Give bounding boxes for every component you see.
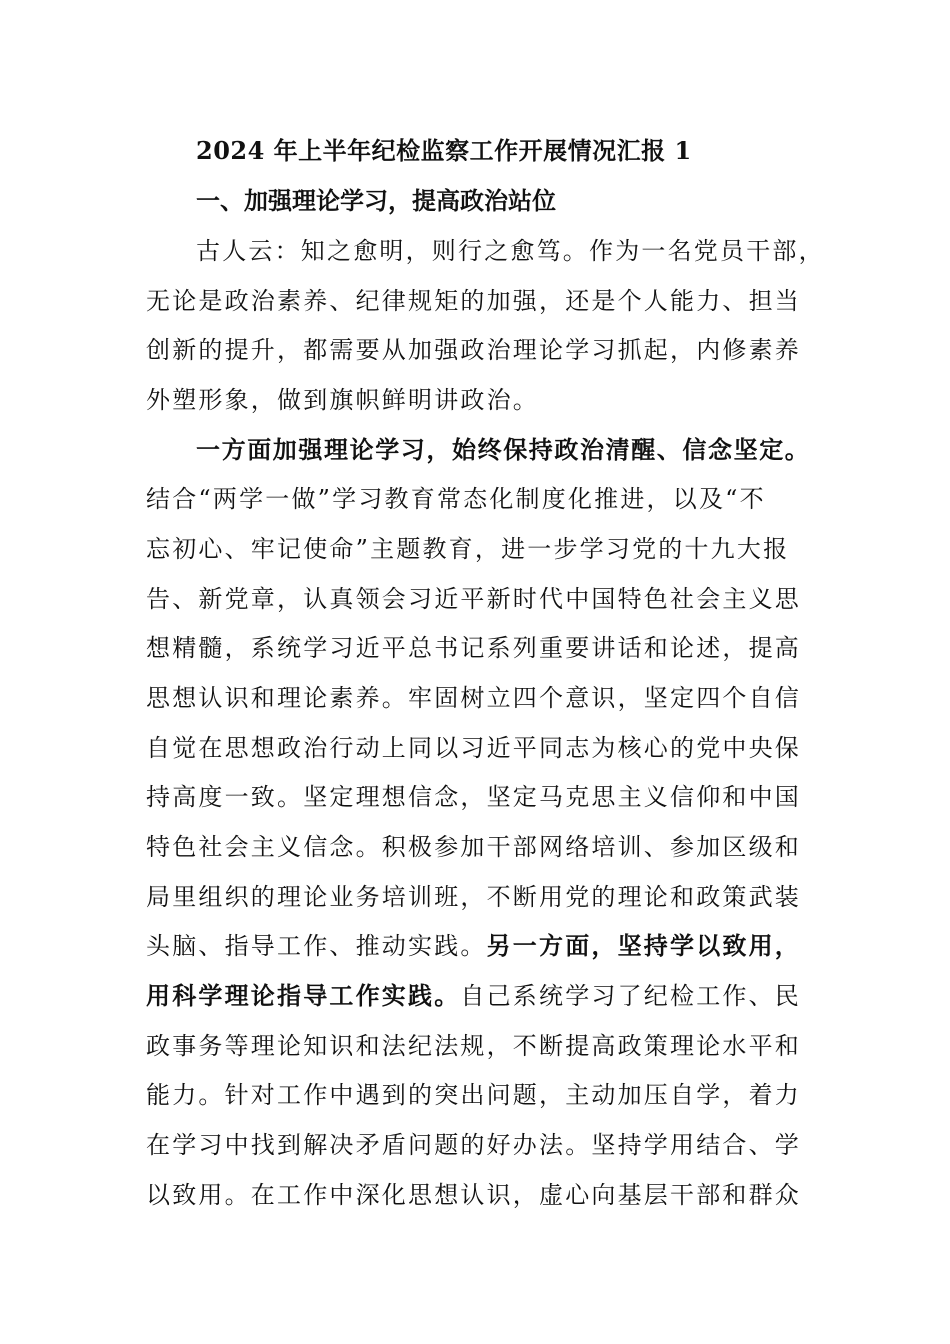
- paragraph-line: 无论是政治素养、纪律规矩的加强，还是个人能力、担当: [146, 287, 801, 315]
- paragraph-line: 外塑形象，做到旗帜鲜明讲政治。: [146, 386, 539, 414]
- paragraph-line: 忘初心、牢记使命”主题教育，进一步学习党的十九大报: [146, 535, 790, 563]
- paragraph-line: 思想认识和理论素养。牢固树立四个意识，坚定四个自信: [146, 684, 801, 712]
- paragraph-bold-text: 另一方面，坚持学以致用，: [486, 931, 802, 960]
- paragraph-line: 自觉在思想政治行动上同以习近平同志为核心的党中央保: [146, 734, 801, 762]
- paragraph-text: 头脑、指导工作、推动实践。: [146, 932, 487, 960]
- paragraph-text: 自己系统学习了纪检工作、民: [460, 982, 802, 1010]
- paragraph-line: 特色社会主义信念。积极参加干部网络培训、参加区级和: [146, 833, 801, 861]
- paragraph-line: 创新的提升，都需要从加强政治理论学习抓起，内修素养: [146, 336, 801, 364]
- paragraph-line-bold: 一方面加强理论学习，始终保持政治清醒、信念坚定。: [196, 435, 811, 464]
- paragraph-line-mixed: [146, 926, 801, 966]
- paragraph-line: 能力。针对工作中遇到的突出问题，主动加压自学，着力: [146, 1081, 801, 1109]
- paragraph-line: 告、新党章，认真领会习近平新时代中国特色社会主义思: [146, 585, 801, 613]
- paragraph-line: 想精髓，系统学习近平总书记系列重要讲话和论述，提高: [146, 634, 801, 662]
- paragraph-line: 持高度一致。坚定理想信念，坚定马克思主义信仰和中国: [146, 783, 801, 811]
- paragraph-line-mixed: [146, 976, 801, 1016]
- section-heading: 一、加强理论学习，提高政治站位: [196, 186, 556, 215]
- paragraph-line: 古人云：知之愈明，则行之愈笃。作为一名党员干部，: [196, 237, 825, 265]
- paragraph-line: 以致用。在工作中深化思想认识，虚心向基层干部和群众: [146, 1181, 801, 1209]
- paragraph-line: 政事务等理论知识和法纪法规，不断提高政策理论水平和: [146, 1032, 801, 1060]
- paragraph-line: 结合“两学一做”学习教育常态化制度化推进，以及“不: [146, 485, 766, 513]
- paragraph-line: 局里组织的理论业务培训班，不断用党的理论和政策武装: [146, 883, 801, 911]
- paragraph-line: 在学习中找到解决矛盾问题的好办法。坚持学用结合、学: [146, 1131, 801, 1159]
- document-title: 2024 年上半年纪检监察工作开展情况汇报 1: [196, 136, 692, 165]
- paragraph-bold-text: 用科学理论指导工作实践。: [146, 981, 461, 1010]
